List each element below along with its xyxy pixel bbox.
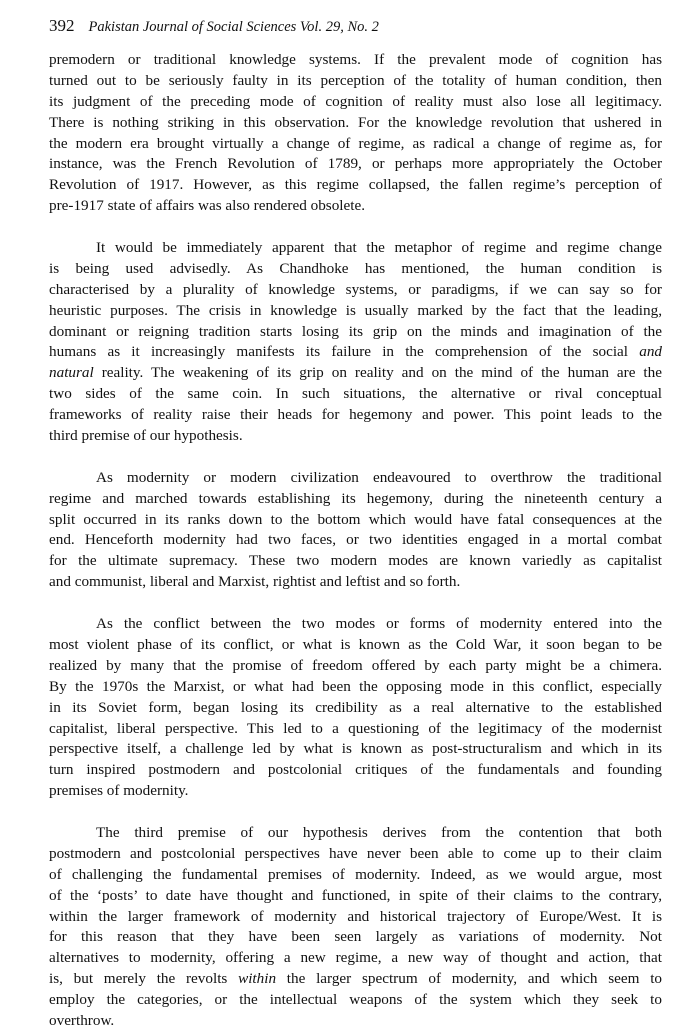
italic-text: natural <box>49 364 94 382</box>
paragraph-2-line: heuristic purposes. The crisis in knowledge is usually marked by the fact that the leading, <box>49 301 662 319</box>
paragraph-5-line: of challenging the fundamental premises of modernity. Indeed, as we would argue, most <box>49 865 662 883</box>
page-number: 392 <box>49 16 75 35</box>
paragraph-2-line: natural reality. The weakening of its grip on reality and on the mind of the human are the <box>49 364 662 382</box>
paragraph-1-line: its judgment of the preceding mode of cognition of reality must also lose all legitimacy. <box>49 92 662 110</box>
paragraph-4-line: turn inspired postmodern and postcolonial critiques of the fundamentals and founding <box>49 761 662 779</box>
paragraph-4-line: realized by many that the promise of freedom offered by each party might be a chimera. <box>49 656 662 674</box>
paragraph-gap <box>49 447 662 468</box>
paragraph-3-line: end. Henceforth modernity had two faces, or two identities engaged in a mortal combat <box>49 531 662 549</box>
paragraph-2-line: characterised by a plurality of knowledge systems, or paradigms, if we can say so for <box>49 280 662 298</box>
paragraph-2-line: dominant or reigning tradition starts losing its grip on the minds and imagination of the <box>49 322 662 340</box>
paragraph-1-line: the modern era brought virtually a change of regime, as radical a change of regime as, for <box>49 134 662 152</box>
paragraph-4-line: capitalist, liberal perspective. This led to a questioning of the legitimacy of the modernist <box>49 719 662 737</box>
paragraph-3-line: regime and marched towards establishing its hegemony, during the nineteenth century a <box>49 489 662 507</box>
paragraph-2-line: frameworks of reality raise their heads for hegemony and power. This point leads to the <box>49 406 662 424</box>
italic-text: within <box>238 970 277 988</box>
paragraph-2-line: is being used advisedly. As Chandhoke has mentioned, the human condition is <box>49 259 662 277</box>
paragraph-2-line: third premise of our hypothesis. <box>49 427 243 445</box>
paragraph-4-line: most violent phase of its conflict, or what is known as the Cold War, it soon began to be <box>49 635 662 653</box>
paragraph-1-line: instance, was the French Revolution of 1789, or perhaps more appropriately the October <box>49 155 662 173</box>
paragraph-1-line: There is nothing striking in this observation. For the knowledge revolution that ushered in <box>49 113 662 131</box>
paragraph-5-line: for this reason that they have been seen largely as variations of modernity. Not <box>49 928 662 946</box>
paragraph-5-line: within the larger framework of modernity and historical trajectory of Europe/West. It is <box>49 907 662 925</box>
paragraph-3-line: for the ultimate supremacy. These two modern modes are known variedly as capitalist <box>49 552 662 570</box>
body-text <box>49 50 662 1032</box>
paragraph-1-line: Revolution of 1917. However, as this regime collapsed, the fallen regime’s perception of <box>49 176 662 194</box>
paragraph-5-line: employ the categories, or the intellectual weapons of the system which they seek to <box>49 991 662 1009</box>
paragraph-4-line: perspective itself, a challenge led by what is known as post-structuralism and which in its <box>49 740 662 758</box>
paragraph-4-line: premises of modernity. <box>49 782 189 800</box>
paragraph-2-line: humans as it increasingly manifests its failure in the comprehension of the social and <box>49 343 662 361</box>
paragraph-3-line: As modernity or modern civilization endeavoured to overthrow the traditional <box>96 468 662 486</box>
running-head <box>49 16 379 38</box>
paragraph-gap <box>49 593 662 614</box>
paragraph-5-line: alternatives to modernity, offering a new regime, a new way of thought and action, that <box>49 949 662 967</box>
paragraph-1-line: premodern or traditional knowledge systems. If the prevalent mode of cognition has <box>49 51 662 68</box>
paragraph-5-line: is, but merely the revolts within the larger spectrum of modernity, and which seem to <box>49 970 663 988</box>
paragraph-2-line: two sides of the same coin. In such situations, the alternative or rival conceptual <box>49 385 662 403</box>
paragraph-5-line: overthrow. <box>49 1011 115 1029</box>
paragraph-4-line: As the conflict between the two modes or forms of modernity entered into the <box>96 615 662 633</box>
journal-title: Pakistan Journal of Social Sciences Vol. 29, No. 2 <box>88 19 379 35</box>
paragraph-4-line: By the 1970s the Marxist, or what had been the opposing mode in this conflict, especially <box>49 677 662 695</box>
paragraph-3-line: split occurred in its ranks down to the bottom which would have fatal consequences at the <box>49 510 662 528</box>
paragraph-4-line: in its Soviet form, began losing its credibility as a real alternative to the established <box>49 698 662 716</box>
paragraph-1-line: pre-1917 state of affairs was also rendered obsolete. <box>49 197 366 215</box>
paragraph-gap <box>49 802 662 823</box>
paragraph-5-line: The third premise of our hypothesis derives from the contention that both <box>96 823 662 841</box>
paragraph-3-line: and communist, liberal and Marxist, rightist and leftist and so forth. <box>49 573 461 591</box>
paragraph-gap <box>49 217 662 238</box>
paragraph-1-line: turned out to be seriously faulty in its perception of the totality of human condition, then <box>49 71 662 89</box>
paragraph-5-line: postmodern and postcolonial perspectives have never been able to come up to their claim <box>49 844 662 862</box>
italic-text: and <box>639 343 662 361</box>
paragraph-2-line: It would be immediately apparent that the metaphor of regime and regime change <box>96 239 662 257</box>
paragraph-5-line: of the ‘posts’ to date have thought and functioned, in spite of their claims to the contrary, <box>49 886 662 904</box>
